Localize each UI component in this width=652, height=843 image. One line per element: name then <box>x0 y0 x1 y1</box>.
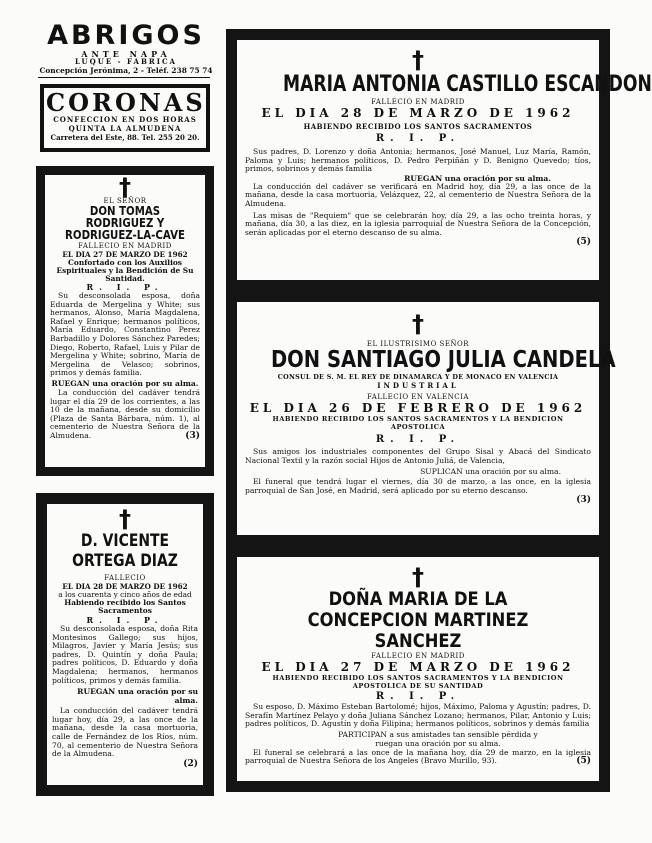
funeral-block <box>245 749 591 766</box>
request-text: SUPLICAN una oración por su alma. <box>420 467 561 477</box>
obituary-maria-concepcion-martinez <box>226 546 610 792</box>
rip: R. I. P. <box>375 133 461 144</box>
funeral-text: El funeral se celebrará a las once de la mañana hoy, día 29 de marzo, en la iglesia parroquial de Nuestra Señora de los Angeles (Bravo Murillo, 93). <box>245 747 591 766</box>
ad-line: CONFECCION EN DOS HORAS <box>53 115 197 124</box>
sacraments: HABIENDO RECIBIDO LOS SANTOS SACRAMENTOS <box>303 122 533 131</box>
obituary-maria-antonia-castillo <box>226 29 652 291</box>
request-text: RUEGAN una oración por su alma. <box>51 378 199 388</box>
funeral-text: La conducción del cadáver se verificará en Madrid hoy, día 29, a las once de la mañana, desde la casa mortuoria, Velázquez, 22, al cementerio de Nuestra Señora de la Almudena. <box>245 181 591 208</box>
ref-number: (3) <box>576 495 591 506</box>
sacraments: Habiendo recibido los Santos Sacramentos <box>64 598 186 615</box>
deceased-profession: INDUSTRIAL <box>377 381 459 390</box>
obituary-vicente-ortega <box>36 493 214 796</box>
ad-address: Carretera del Este, 88. Tel. 255 20 20. <box>50 133 200 142</box>
sacraments: HABIENDO RECIBIDO LOS SANTOS SACRAMENTOS Y LA BENDICION APOSTOLICA DE SU SANTIDAD <box>272 674 564 690</box>
cross-icon: † <box>412 310 424 338</box>
deceased-title: CONSUL DE S. M. EL REY DE DINAMARCA Y DE MONACO EN VALENCIA <box>277 373 559 381</box>
rip: R. I. P. <box>86 615 164 625</box>
deceased-name: MARIA ANTONIA CASTILLO ESCANDON <box>283 72 652 97</box>
death-date: EL DIA 27 DE MARZO DE 1962 <box>261 660 575 674</box>
rip: R. I. P. <box>375 691 461 702</box>
funeral-text: La conducción del cadáver tendrá lugar el día 29 de los corrientes, a las 10 de la mañana, desde su domicilio (Plaza de Santa Bárbara, núm. 1), al cementerio de Nuestra Señora de la Almudena. <box>50 387 200 440</box>
masses-text: Las misas de "Requiem" que se celebrarán hoy, día 29, a las ocho treinta horas, y mañana, día 30, a las diez, en la iglesia parroquial de Nuestra Señora de la Concepción, serán aplicadas por el eterno descanso de su alma. <box>245 210 591 237</box>
honorific: EL ILUSTRISIMO SEÑOR <box>366 340 470 348</box>
ad-address: Concepción Jerónima, 2 - Teléf. 238 75 74 <box>39 66 213 75</box>
deceased-name: DON SANTIAGO JULIA CANDELA <box>270 347 616 373</box>
deceased-name: D. VICENTE ORTEGA DIAZ <box>72 531 178 571</box>
ad-title: CORONAS <box>46 88 206 117</box>
cross-icon: † <box>119 173 131 201</box>
age-text: a los cuarenta y cinco años de edad <box>58 590 192 599</box>
abrigos-ad <box>38 22 214 75</box>
death-date: EL DIA 28 DE MARZO DE 1962 <box>261 106 575 120</box>
divider <box>38 77 210 78</box>
death-place: FALLECIO EN MADRID <box>371 652 465 660</box>
honorific: EL SEÑOR <box>103 197 147 205</box>
death-date: EL DIA 28 DE MARZO DE 1962 <box>62 582 188 591</box>
family-text: Sus padres, D. Lorenzo y doña Antonia; hermanos, José Manuel, Luz María, Ramón, Paloma y Luis; hermanos políticos, D. Pedro Perpiñán y D. Benigno Quevedo; tíos, primos, sobrinos y demás familia <box>245 147 591 174</box>
ref-number: (3) <box>185 430 200 441</box>
death-place: FALLECIO EN MADRID <box>78 242 172 250</box>
ad-line: QUINTA LA ALMUDENA <box>68 124 182 133</box>
obituary-tomas-rodriguez <box>36 166 214 476</box>
rip: R. I. P. <box>86 282 164 292</box>
ref-number: (5) <box>576 237 591 248</box>
request-text: RUEGAN una oración por su alma. <box>77 687 198 706</box>
family-text: Su esposo, D. Máximo Esteban Bartolomé; hijos, Máximo, Paloma y Agustín; padres, D. Serafín Martínez Pelayo y doña Juliana Sánchez Lozano; hermanos, Pilar, Antonio y Luis; padres políticos, D. Agustín y doña Filipina; hermanos políticos, sobrinos y demás familia <box>245 702 591 729</box>
deceased-name: DON TOMAS RODRIGUEZ Y RODRIGUEZ-LA-CAVE <box>65 204 185 242</box>
deceased-name: DOÑA MARIA DE LA CONCEPCION MARTINEZ SANCHEZ <box>307 588 529 652</box>
death-place: FALLECIO <box>104 574 146 582</box>
family-text: Sus amigos los industriales componentes del Grupo Sisal y Abacá del Sindicato Nacional Textil y la razón social Hijos de Antonio Juliá, de Valencia, <box>245 447 591 465</box>
death-date: EL DIA 27 DE MARZO DE 1962 <box>62 250 188 259</box>
ad-subtitle: ANTE NAPA <box>81 49 171 59</box>
family-text: Su desconsolada esposa, doña Rita Montesinos Gallego; sus hijos, Milagros, Javier y María Jesús; sus padres, D. Quintín y doña Paula; padres políticos, D. Eduardo y doña Magdalena; hermanos, hermanos políticos, primos y demás familia. <box>52 624 198 685</box>
coronas-ad <box>40 84 210 152</box>
obituary-santiago-julia-candela <box>226 291 616 546</box>
funeral-text: La conducción del cadáver tendrá lugar hoy, día 29, a las once de la mañana, desde la casa mortuoria, calle de Fernández de los Ríos, núm. 70, al cementerio de Nuestra Señora de la Almudena. <box>52 706 198 759</box>
ref-number: (2) <box>183 758 198 769</box>
ad-title: ABRIGOS <box>47 20 205 51</box>
cross-icon: † <box>412 563 424 591</box>
rip: R. I. P. <box>375 434 461 445</box>
cross-icon: † <box>119 505 131 533</box>
sacraments: HABIENDO RECIBIDO LOS SANTOS SACRAMENTOS Y LA BENDICION APOSTOLICA <box>272 415 564 431</box>
funeral-block <box>50 389 200 441</box>
family-text: Su desconsolada esposa, doña Eduarda de Mergelina y White; sus hermanos, Alonso, María Magdalena, Rafael y Enrique; hermanos políticos, María Eduardo, Constantino Perez Barbadillo y Dolores Sánchez Paredes; Diego, Roberto, Rafael, Luis y Pilar de Mergelina y White; sobrino, María de Mergelina de Velasco; sobrinos, primos y demás familia. <box>50 291 200 378</box>
death-place: FALLECIO EN MADRID <box>371 98 465 106</box>
request-text: RUEGAN una oración por su alma. <box>404 173 551 183</box>
cross-icon: † <box>412 46 424 74</box>
ad-line: LUQUE - FABRICA <box>75 57 177 66</box>
funeral-text: El funeral que tendrá lugar el viernes, día 30 de marzo, a las once, en la iglesia parroquial de San José, en Madrid, será aplicado por su eterno descanso. <box>245 477 591 495</box>
sacraments: Confortado con los Auxilios Espirituales y la Bendición de Su Santidad. <box>56 258 194 283</box>
death-date: EL DIA 26 DE FEBRERO DE 1962 <box>249 401 587 415</box>
death-place: FALLECIO EN VALENCIA <box>367 393 469 401</box>
ref-number: (5) <box>576 756 591 767</box>
request-text: PARTICIPAN a sus amistades tan sensible pérdida y ruegan una oración por su alma. <box>338 729 538 748</box>
